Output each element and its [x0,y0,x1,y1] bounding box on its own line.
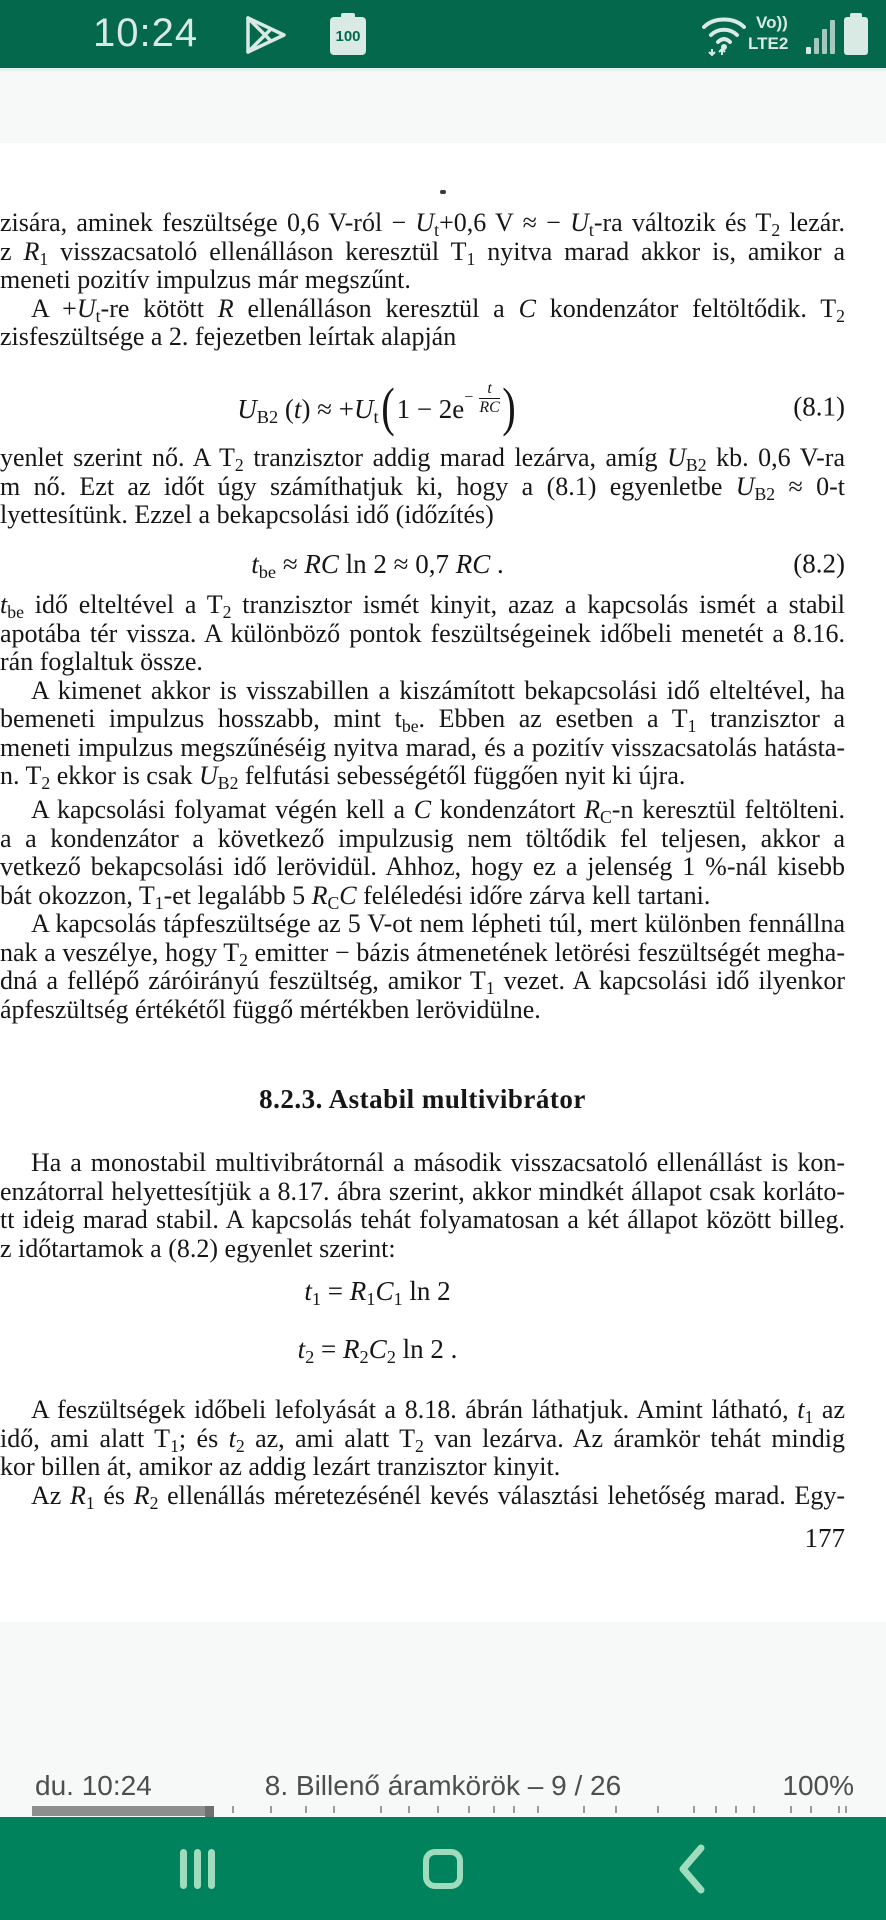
footer-percent: 100% [782,1770,854,1801]
equation-8-1 [0,373,845,441]
text-line: A kapcsolási folyamat végén kell a C kondenzátort $R_C-n$ keresztül feltölteni. [31,795,845,827]
battery-100-icon [330,13,366,55]
page-number: 177 [804,1523,845,1553]
equation-8-2-body: $t_{be}$ ≈ RC ln 2 ≈ 0,7 RC . [251,549,504,582]
text-line: $t_{be}$ idő elteltével a $T_2$ tranzisztor ismét kinyit, azaz a kapcsolás ismét a stabil [0,590,845,622]
text-line: zisára, aminek feszültsége 0,6 V-ról − $U_t+0,6$ V ≈ − $U_t-ra$ változik és $T_2$ lezár. [0,208,845,240]
text-line: rán foglaltuk össze. [0,647,203,676]
text-line: apotába tér vissza. A különböző pontok feszültségeinek időbeli menetét a 8.16. [0,618,845,648]
home-icon [423,1849,463,1889]
text-line: A feszültségek időbeli lefolyását a 8.18. ábrán láthatjuk. Amint látható, $t_1$ az [31,1395,845,1427]
text-line: m nő. Ezt az időt úgy számíthatjuk ki, hogy a (8.1) egyenletbe $U_{B2} \approx 0-t$ [0,471,845,504]
equation-t1-body: $t_1 = R_1C_1$ ln 2 [304,1276,451,1309]
chapter-tick [305,1806,307,1813]
text-line: nak a veszélye, hogy $T_2$ emitter − bázis átmenetének letörési feszültségét megha- [0,937,845,970]
back-icon [675,1841,709,1897]
wifi-icon [698,13,750,62]
battery-icon [844,13,868,55]
text-line: z időtartamok a (8.2) egyenlet szerint: [0,1233,396,1263]
text-line: meneti pozitív impulzus már megszűnt. [0,265,411,294]
footer-time: du. 10:24 [35,1770,152,1801]
chapter-tick [232,1806,234,1813]
text-line: vetkező bekapcsolási idő lerövidül. Ahhoz, hogy ez a jelenség 1 %-nál kisebb [0,852,845,881]
text-line: meneti impulzus megszűnéséig nyitva marad, és a pozitív visszacsatolás hatásta- [0,732,845,762]
reading-progress-bar[interactable] [0,1806,886,1817]
chapter-tick [838,1806,840,1813]
text-line: bemeneti impulzus hosszabb, mint $t_{be}$. Ebben az esetben a $T_1$ tranzisztor a [0,704,845,736]
progress-fill [32,1806,205,1816]
android-nav-bar [0,1817,886,1920]
chapter-tick [615,1806,617,1813]
recents-button[interactable] [137,1817,257,1920]
chapter-tick [735,1806,737,1813]
chapter-tick [468,1806,470,1813]
footer-chapter-title: 8. Billenő áramkörök – 9 / 26 [264,1770,622,1801]
statusbar-divider [0,68,886,71]
chapter-tick [493,1806,495,1813]
paragraph [0,796,845,1024]
equation-8-1-body: $U_{B2}$ $(t) \approx +U_t(1 - 2e-$ $\frac{t}{RC}$ ) [237,377,516,437]
progress-marker[interactable] [205,1806,214,1817]
text-line: Ha a monostabil multivibrátornál a második visszacsatoló ellenállást is kon- [31,1148,845,1177]
paragraph [0,444,845,530]
text-line: bát okozzon, $T_1-et$ legalább 5 $R_CC$ feléledési időre zárva kell tartani. [0,880,711,913]
volte-label: Vo)) [756,13,788,32]
paragraph [0,209,845,352]
battery-percent-text: 100 [330,17,366,55]
equation-t2-body: $t_2 = R_2C_2$ ln 2 . [297,1334,458,1367]
paragraph [0,1395,846,1513]
text-line: zisfeszültsége a 2. fejezetben leírtak alapján [0,322,457,351]
equation-t2 [0,1333,845,1365]
text-line: yenlet szerint nő. A $T_2$ tranzisztor addig marad lezárva, amíg $U_{B2}$ kb. 0,6 V-ra [0,443,845,475]
chapter-tick [790,1806,792,1813]
back-button[interactable] [632,1817,752,1920]
equation-8-1-label: (8.1) [793,391,845,422]
status-bar [0,0,886,68]
reader-footer [0,1770,886,1806]
network-label: LTE2 [748,34,789,53]
text-line: lyettesítünk. Ezzel a bekapcsolási idő (időzítés) [0,500,494,529]
chapter-tick [333,1806,335,1813]
play-store-icon [240,15,292,60]
chapter-tick [810,1806,812,1813]
section-heading: 8.2.3. Astabil multivibrátor [259,1084,586,1114]
text-line: z $R_1$ visszacsatoló ellenálláson keresztül $T_1$ nyitva marad akkor is, amikor a [0,236,845,269]
equation-8-2 [0,548,845,582]
text-line: Az $R_1$ és $R_2$ ellenállás méretezésénél kevés választási lehetőség marad. Egy- [31,1480,845,1513]
equation-8-2-label: (8.2) [793,548,845,579]
chapter-tick [513,1806,515,1813]
text-line: kor billen át, amikor az addig lezárt tranzisztor kinyit. [0,1452,561,1481]
document-page [0,143,886,1622]
chapter-tick [715,1806,717,1813]
text-line: n. $T_2$ ekkor is csak $U_{B2}$ felfutási sebességétől függően nyit ki újra. [0,761,686,793]
chapter-tick [437,1806,439,1813]
chapter-tick [270,1806,272,1813]
recents-icon [180,1849,215,1889]
chapter-tick [657,1806,659,1813]
text-line: ápfeszültség értékétől függő mértékben lerövidülne. [0,994,541,1024]
chapter-tick [583,1806,585,1813]
signal-strength-icon [806,18,840,54]
paragraph [0,591,845,791]
chapter-tick [380,1806,382,1813]
chapter-tick [408,1806,410,1813]
text-line: A kimenet akkor is visszabillen a kiszámított bekapcsolási idő elteltével, ha [31,675,845,705]
chapter-tick [537,1806,539,1813]
text-line: $A +U_t-re$ kötött R ellenálláson keresztül a C kondenzátor feltöltődik. $T_2$ [31,293,845,326]
scan-artifact-dot [440,190,446,194]
chapter-tick [753,1806,755,1813]
paragraph [0,1149,845,1263]
chapter-tick [845,1806,847,1813]
text-line: A kapcsolás tápfeszültsége az 5 V-ot nem lépheti túl, mert különben fennállna [31,909,845,938]
chapter-tick [693,1806,695,1813]
text-line: a a kondenzátor a következő impulzusig nem töltődik fel teljesen, akkor a [0,823,845,853]
text-line: idő, ami alatt $T_1$; és $t_2$ az, ami alatt $T_2$ van lezárva. Az áramkör tehát mindig [0,1423,846,1456]
home-button[interactable] [383,1817,503,1920]
text-line: enzátorral helyettesítjük a 8.17. ábra szerint, akkor mindkét állapot csak korláto- [0,1176,845,1206]
volte-network-label [748,12,808,54]
equation-t1 [0,1276,845,1309]
text-line: dná a fellépő záróirányú feszültség, amikor $T_1$ vezet. A kapcsolási idő ilyenkor [0,966,845,998]
text-line: tt ideig marad stabil. A kapcsolás tehát folyamatosan a két állapot között billeg. [0,1205,845,1234]
status-time: 10:24 [93,11,199,55]
